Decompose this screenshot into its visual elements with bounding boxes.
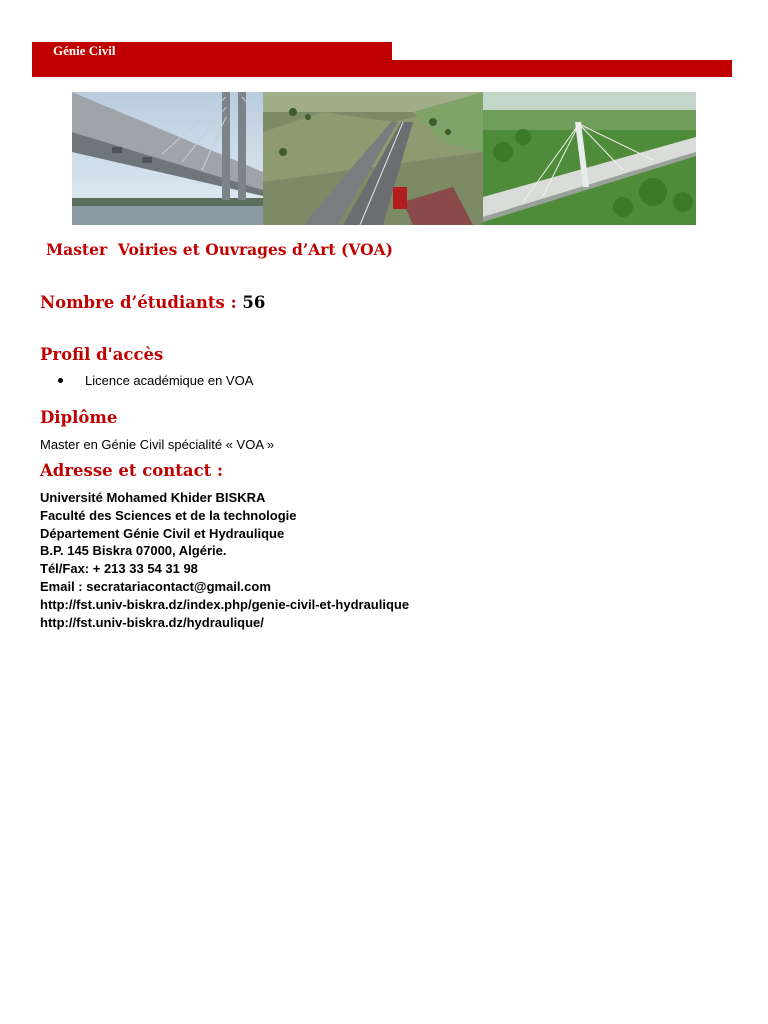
students-count: 56 [242, 293, 266, 312]
university-name: Université Mohamed Khider BISKRA [40, 490, 266, 505]
suspension-bridge-aerial-photo [483, 92, 696, 225]
list-item [58, 373, 253, 388]
faculty-name: Faculté des Sciences et de la technologie [40, 507, 297, 523]
profil-list [58, 373, 253, 388]
contact-heading: Adresse et contact : [40, 461, 224, 480]
header-title: Génie Civil [53, 43, 116, 58]
header-bar-underline [32, 60, 732, 77]
diplome-text: Master en Génie Civil spécialité « VOA » [40, 437, 275, 452]
department-name: Département Génie Civil et Hydraulique [40, 525, 285, 541]
website-link-genie-civil[interactable]: http://fst.univ-biskra.dz/index.php/genie-civil-et-hydraulique [40, 596, 410, 612]
postal-address: B.P. 145 Biskra 07000, Algérie. [40, 543, 227, 559]
students-count-line [40, 293, 265, 312]
diplome-heading: Diplôme [40, 408, 118, 427]
highway-interchange-render [263, 92, 483, 225]
profil-heading: Profil d'accès [40, 345, 164, 364]
website-link-hydraulique[interactable]: http://fst.univ-biskra.dz/hydraulique/ [40, 614, 264, 630]
bullet-icon [58, 378, 63, 383]
program-title: Master Voiries et Ouvrages d’Art (VOA) [46, 240, 393, 259]
students-label: Nombre d’étudiants : [40, 293, 243, 312]
profil-item-label: Licence académique en VOA [85, 373, 254, 388]
cable-stayed-bridge-photo [72, 92, 263, 225]
email-link[interactable]: Email : secratariacontact@gmail.com [40, 578, 271, 594]
phone-fax: Tél/Fax: + 213 33 54 31 98 [40, 561, 198, 577]
contact-block [40, 489, 409, 631]
